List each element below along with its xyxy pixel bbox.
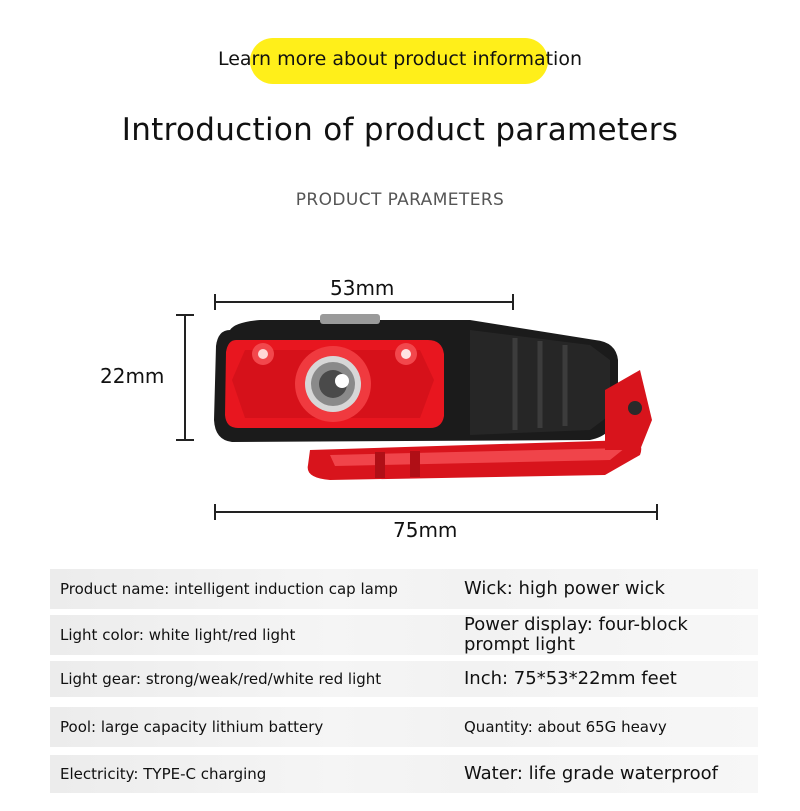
param-water: Water: life grade waterproof [464,763,718,784]
param-wick: Wick: high power wick [464,578,665,599]
param-product-name: Product name: intelligent induction cap lamp [60,580,398,598]
section-subtitle: PRODUCT PARAMETERS [295,190,505,210]
param-light-gear: Light gear: strong/weak/red/white red light [60,670,382,688]
param-light-color: Light color: white light/red light [60,626,296,644]
info-banner-text[interactable]: Learn more about product information [217,48,583,70]
product-illustration [170,290,690,530]
table-row [50,661,758,697]
dimension-width-top: 53mm [330,276,395,300]
dimension-width-bottom: 75mm [393,518,458,542]
param-power-display: Power display: four-block prompt light [464,614,688,655]
main-led-icon [295,346,371,422]
table-row [50,569,758,609]
param-pool: Pool: large capacity lithium battery [60,718,324,736]
page-title: Introduction of product parameters [121,112,679,148]
lamp-clip [308,440,642,480]
dimension-line-height [176,315,194,440]
param-quantity: Quantity: about 65G heavy [464,718,667,736]
table-row [50,755,758,793]
param-inch: Inch: 75*53*22mm feet [464,668,677,689]
dimension-height: 22mm [100,364,165,388]
table-row [50,615,758,655]
sensor-right-icon [395,343,417,365]
table-row [50,707,758,747]
param-electricity: Electricity: TYPE-C charging [60,765,267,783]
sensor-left-icon [252,343,274,365]
